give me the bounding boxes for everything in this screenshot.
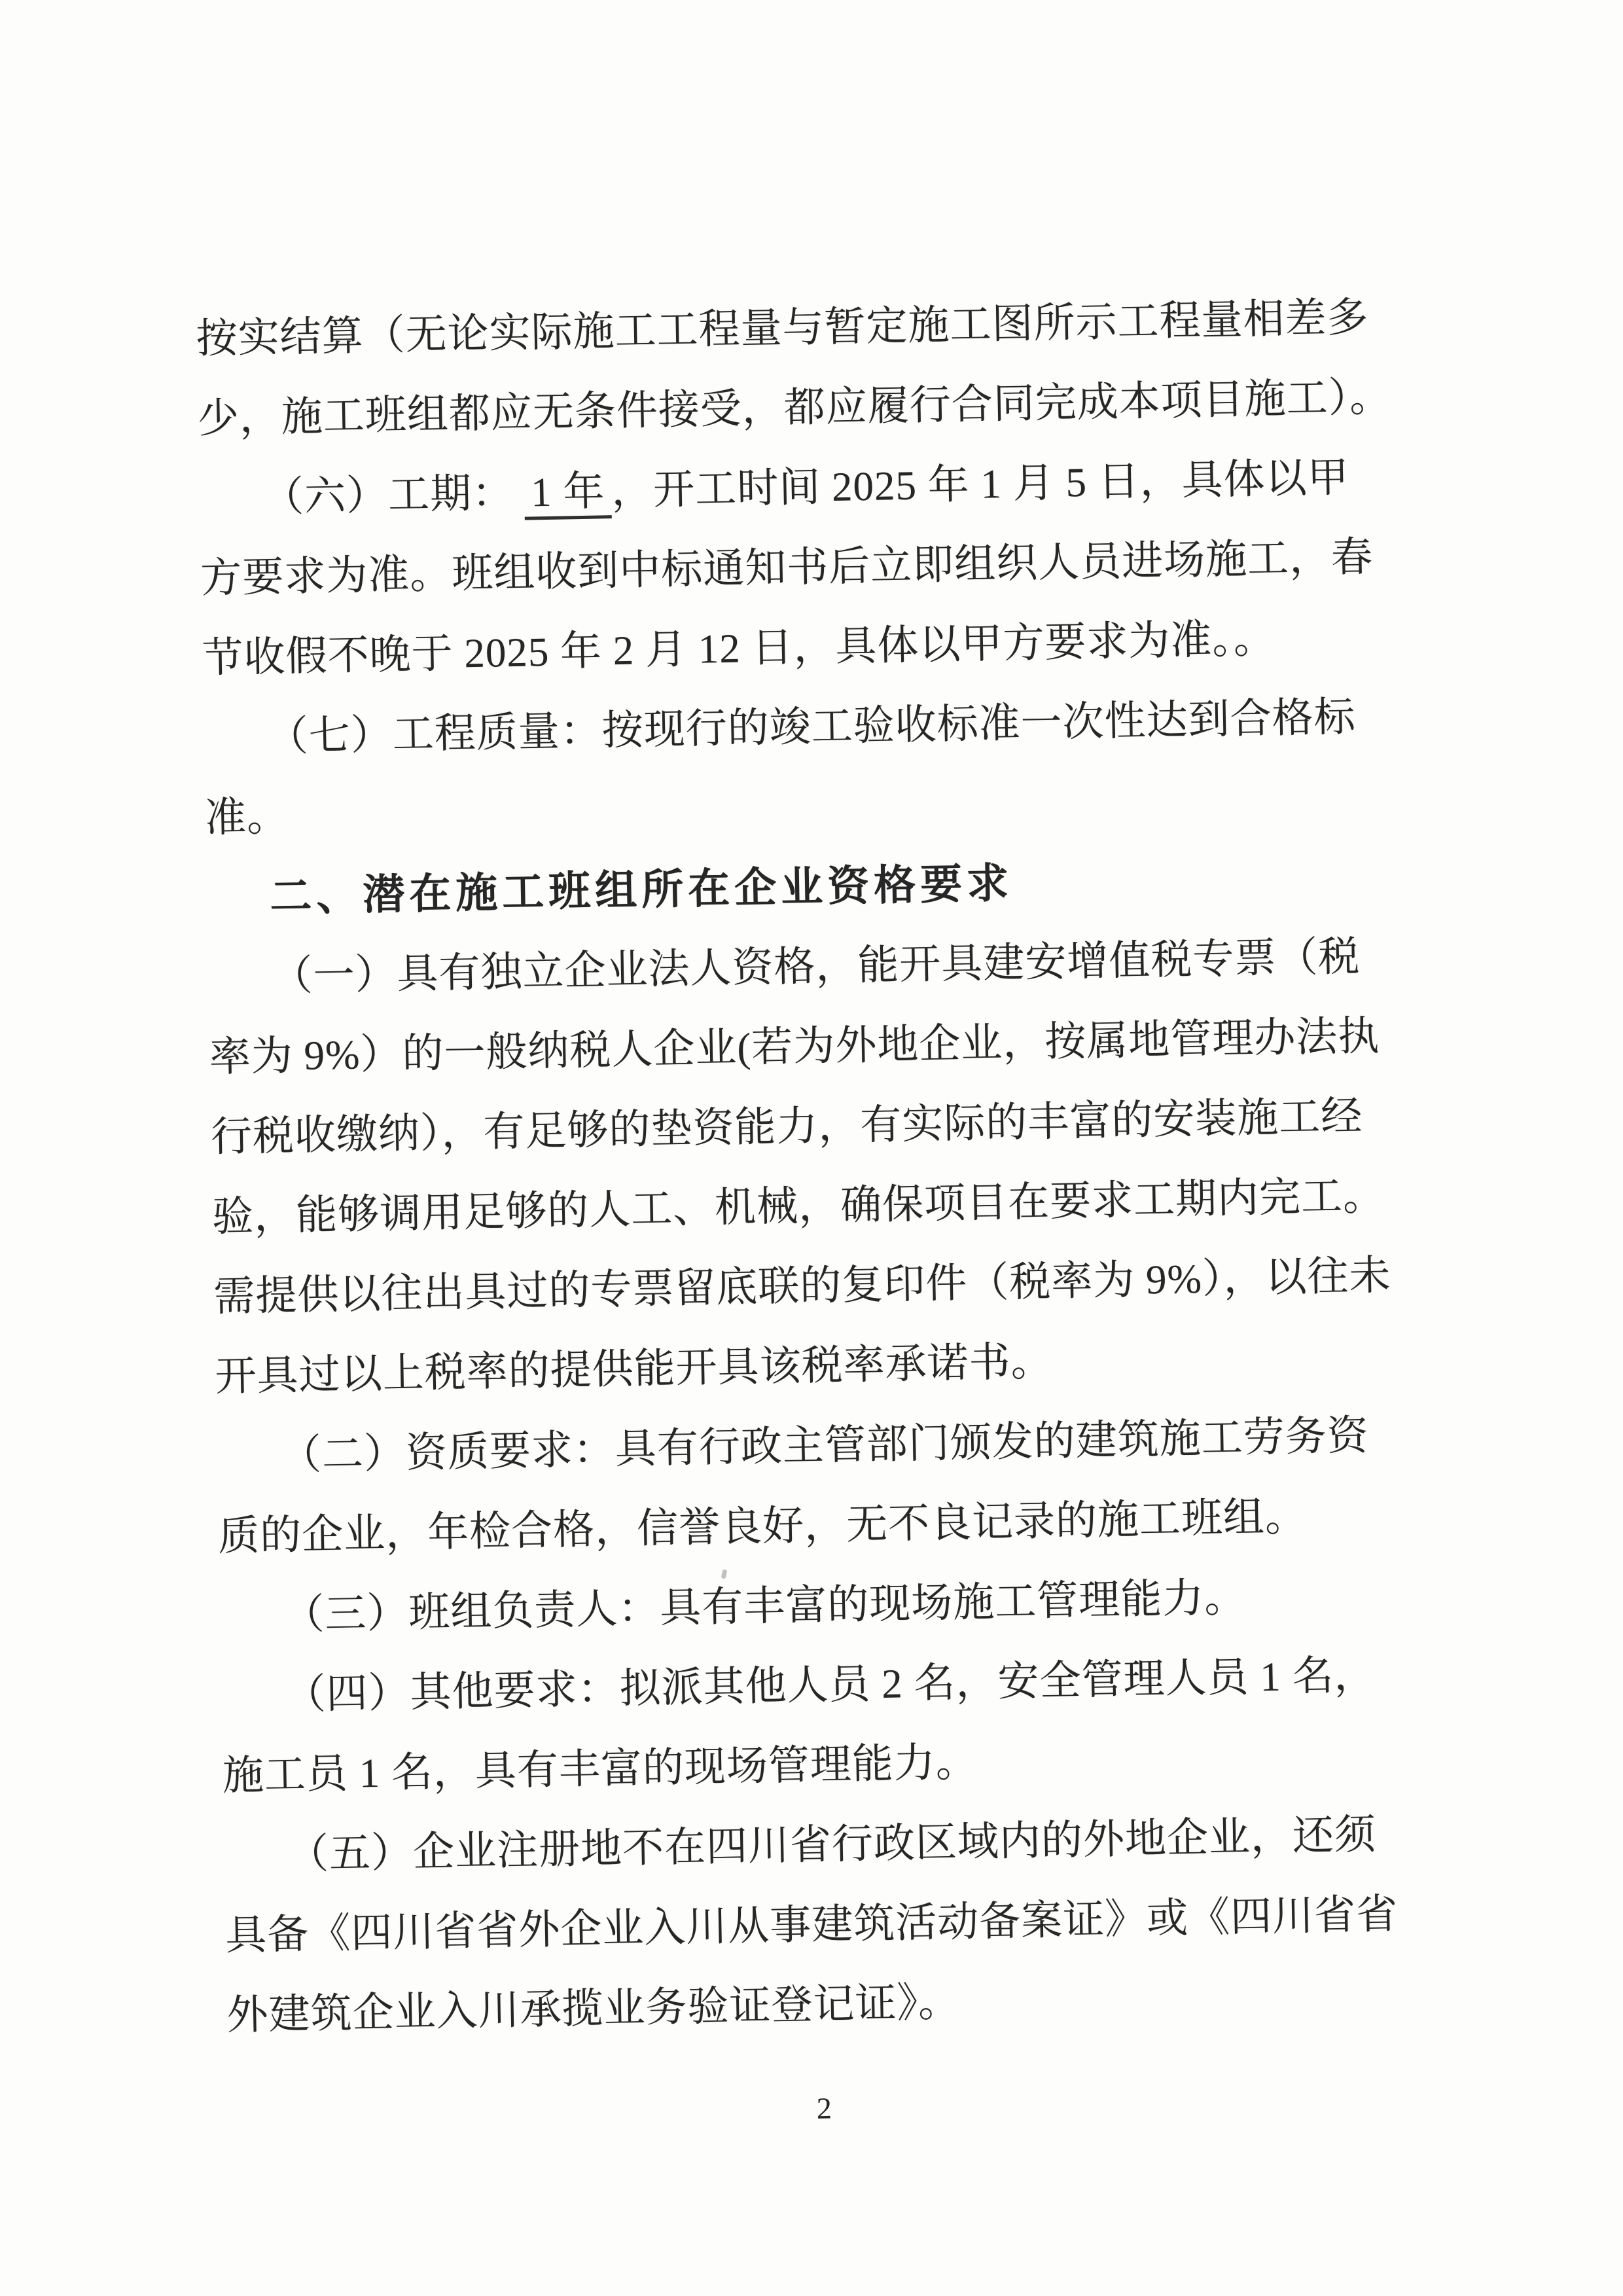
text-line: 方要求为准。班组收到中标通知书后立即组织人员进场施工，春 (200, 533, 1374, 601)
text-line: 节收假不晚于 2025 年 2 月 12 日，具体以甲方要求为准。。 (201, 615, 1276, 681)
text-line: （七）工程质量：按现行的竣工验收标准一次性达到合格标 (266, 694, 1357, 760)
text-line: 需提供以往出具过的专票留底联的复印件（税率为 9%），以往未 (213, 1252, 1392, 1320)
text-line: 率为 9%）的一般纳税人企业(若为外地企业，按属地管理办法执 (209, 1013, 1380, 1081)
text-line: 按实结算（无论实际施工工程量与暂定施工图所示工程量相差多 (196, 294, 1370, 362)
text-line: 少，施工班组都应无条件接受，都应履行合同完成本项目施工）。 (197, 374, 1392, 442)
page-number: 2 (816, 2091, 832, 2125)
duration-suffix: ，开工时间 2025 年 1 月 5 日，具体以甲 (611, 454, 1350, 514)
text-line: 准。 (204, 793, 289, 841)
underlined-duration: 1 年 (524, 468, 612, 520)
text-line: 具备《四川省省外企业入川从事建筑活动备案证》或《四川省省 (224, 1891, 1399, 1959)
text-line: 验，能够调用足够的人工、机械，确保项目在要求工期内完工。 (211, 1172, 1385, 1240)
text-line: （一）具有独立企业法人资格，能开具建安增值税专票（税 (270, 933, 1361, 999)
text-line: （四）其他要求：拟派其他人员 2 名，安全管理人员 1 名， (284, 1652, 1377, 1718)
text-line: 施工员 1 名，具有丰富的现场管理能力。 (222, 1739, 978, 1799)
text-line: （三）班组负责人：具有丰富的现场施工管理能力。 (282, 1574, 1247, 1638)
document-body (196, 278, 1408, 2197)
text-line: （二）资质要求：具有行政主管部门颁发的建筑施工劳务资 (279, 1412, 1370, 1479)
duration-prefix: （六）工期： (262, 469, 514, 520)
text-line: （五）企业注册地不在四川省行政区域内的外地企业，还须 (287, 1812, 1377, 1878)
text-line: 外建筑企业入川承揽业务验证登记证》。 (226, 1979, 961, 2039)
text-line: 质的企业，年检合格，信誉良好，无不良记录的施工班组。 (217, 1493, 1308, 1560)
section-heading: 二、潜在施工班组所在企业资格要求 (269, 859, 1014, 920)
text-line: 开具过以上税率的提供能开具该税率承诺书。 (215, 1338, 1054, 1400)
text-line: 行税收缴纳），有足够的垫资能力，有实际的丰富的安装施工经 (210, 1093, 1363, 1160)
